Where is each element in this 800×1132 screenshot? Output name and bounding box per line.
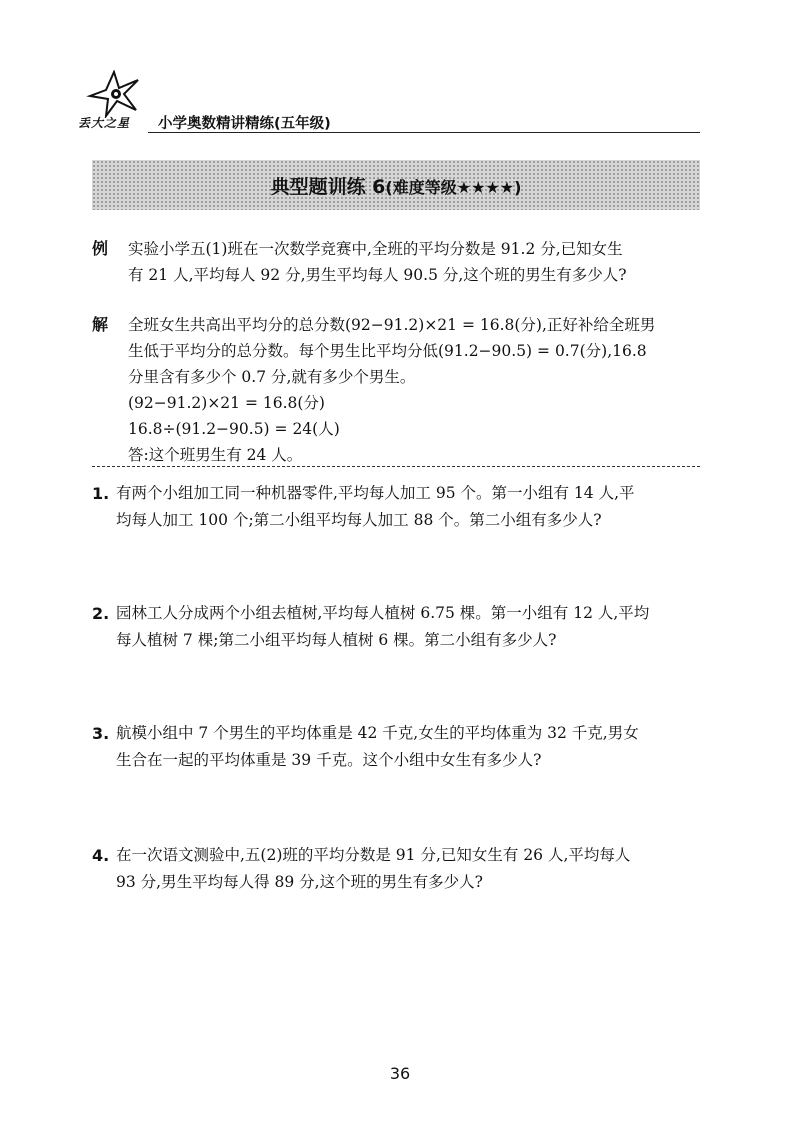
text-line: 每人植树 7 棵;第二小组平均每人植树 6 棵。第二小组有多少人? <box>116 631 557 649</box>
solution-tag: 解 <box>92 315 109 334</box>
text-line: 有两个小组加工同一种机器零件,平均每人加工 95 个。第一小组有 14 人,平 <box>116 484 635 502</box>
example-text <box>128 236 706 288</box>
text-line: 16.8÷(91.2−90.5) = 24(人) <box>128 420 340 438</box>
problem-number: 4. <box>92 846 110 865</box>
solution-block <box>92 312 706 468</box>
text-line: 93 分,男生平均每人得 89 分,这个班的男生有多少人? <box>116 873 483 891</box>
text-line: 均每人加工 100 个;第二小组平均每人加工 88 个。第二小组有多少人? <box>116 511 602 529</box>
header-rule <box>148 132 700 133</box>
problem-text <box>116 480 706 534</box>
text-line: 分里含有多少个 0.7 分,就有多少个男生。 <box>128 368 416 386</box>
text-line: 实验小学五(1)班在一次数学竞赛中,全班的平均分数是 91.2 分,已知女生 <box>128 240 623 258</box>
text-line: (92−91.2)×21 = 16.8(分) <box>128 394 325 412</box>
text-line: 答:这个班男生有 24 人。 <box>128 446 303 464</box>
star-logo-icon <box>84 70 144 118</box>
text-line: 生合在一起的平均体重是 39 千克。这个小组中女生有多少人? <box>116 751 542 769</box>
difficulty-label: (难度等级★★★★) <box>385 178 522 197</box>
page-header <box>78 70 700 132</box>
problem-text <box>116 600 706 654</box>
dashed-divider <box>92 466 700 467</box>
logo-text: 丢大之星 <box>78 116 131 130</box>
section-banner <box>92 160 700 210</box>
problem-number: 1. <box>92 484 110 503</box>
problem-4 <box>92 842 706 896</box>
problem-number: 3. <box>92 724 110 743</box>
text-line: 生低于平均分的总分数。每个男生比平均分低(91.2−90.5) = 0.7(分),16.8 <box>128 342 647 360</box>
problem-text <box>116 842 706 896</box>
text-line: 航模小组中 7 个男生的平均体重是 42 千克,女生的平均体重为 32 千克,男女 <box>116 724 639 742</box>
text-line: 全班女生共高出平均分的总分数(92−91.2)×21 = 16.8(分),正好补给全班男 <box>128 316 656 334</box>
example-block <box>92 236 706 288</box>
example-tag: 例 <box>92 239 109 258</box>
section-title <box>92 172 700 199</box>
page-number: 36 <box>389 1064 411 1083</box>
series-title: 小学奥数精讲精练(五年级) <box>158 116 331 132</box>
problem-number: 2. <box>92 604 110 623</box>
problem-1 <box>92 480 706 534</box>
problem-2 <box>92 600 706 654</box>
text-line: 在一次语文测验中,五(2)班的平均分数是 91 分,已知女生有 26 人,平均每人 <box>116 846 631 864</box>
text-line: 有 21 人,平均每人 92 分,男生平均每人 90.5 分,这个班的男生有多少人? <box>128 266 627 284</box>
problem-text <box>116 720 706 774</box>
problem-3 <box>92 720 706 774</box>
solution-text <box>128 312 706 468</box>
text-line: 园林工人分成两个小组去植树,平均每人植树 6.75 棵。第一小组有 12 人,平均 <box>116 604 650 622</box>
section-title-main: 典型题训练 6 <box>270 176 386 198</box>
